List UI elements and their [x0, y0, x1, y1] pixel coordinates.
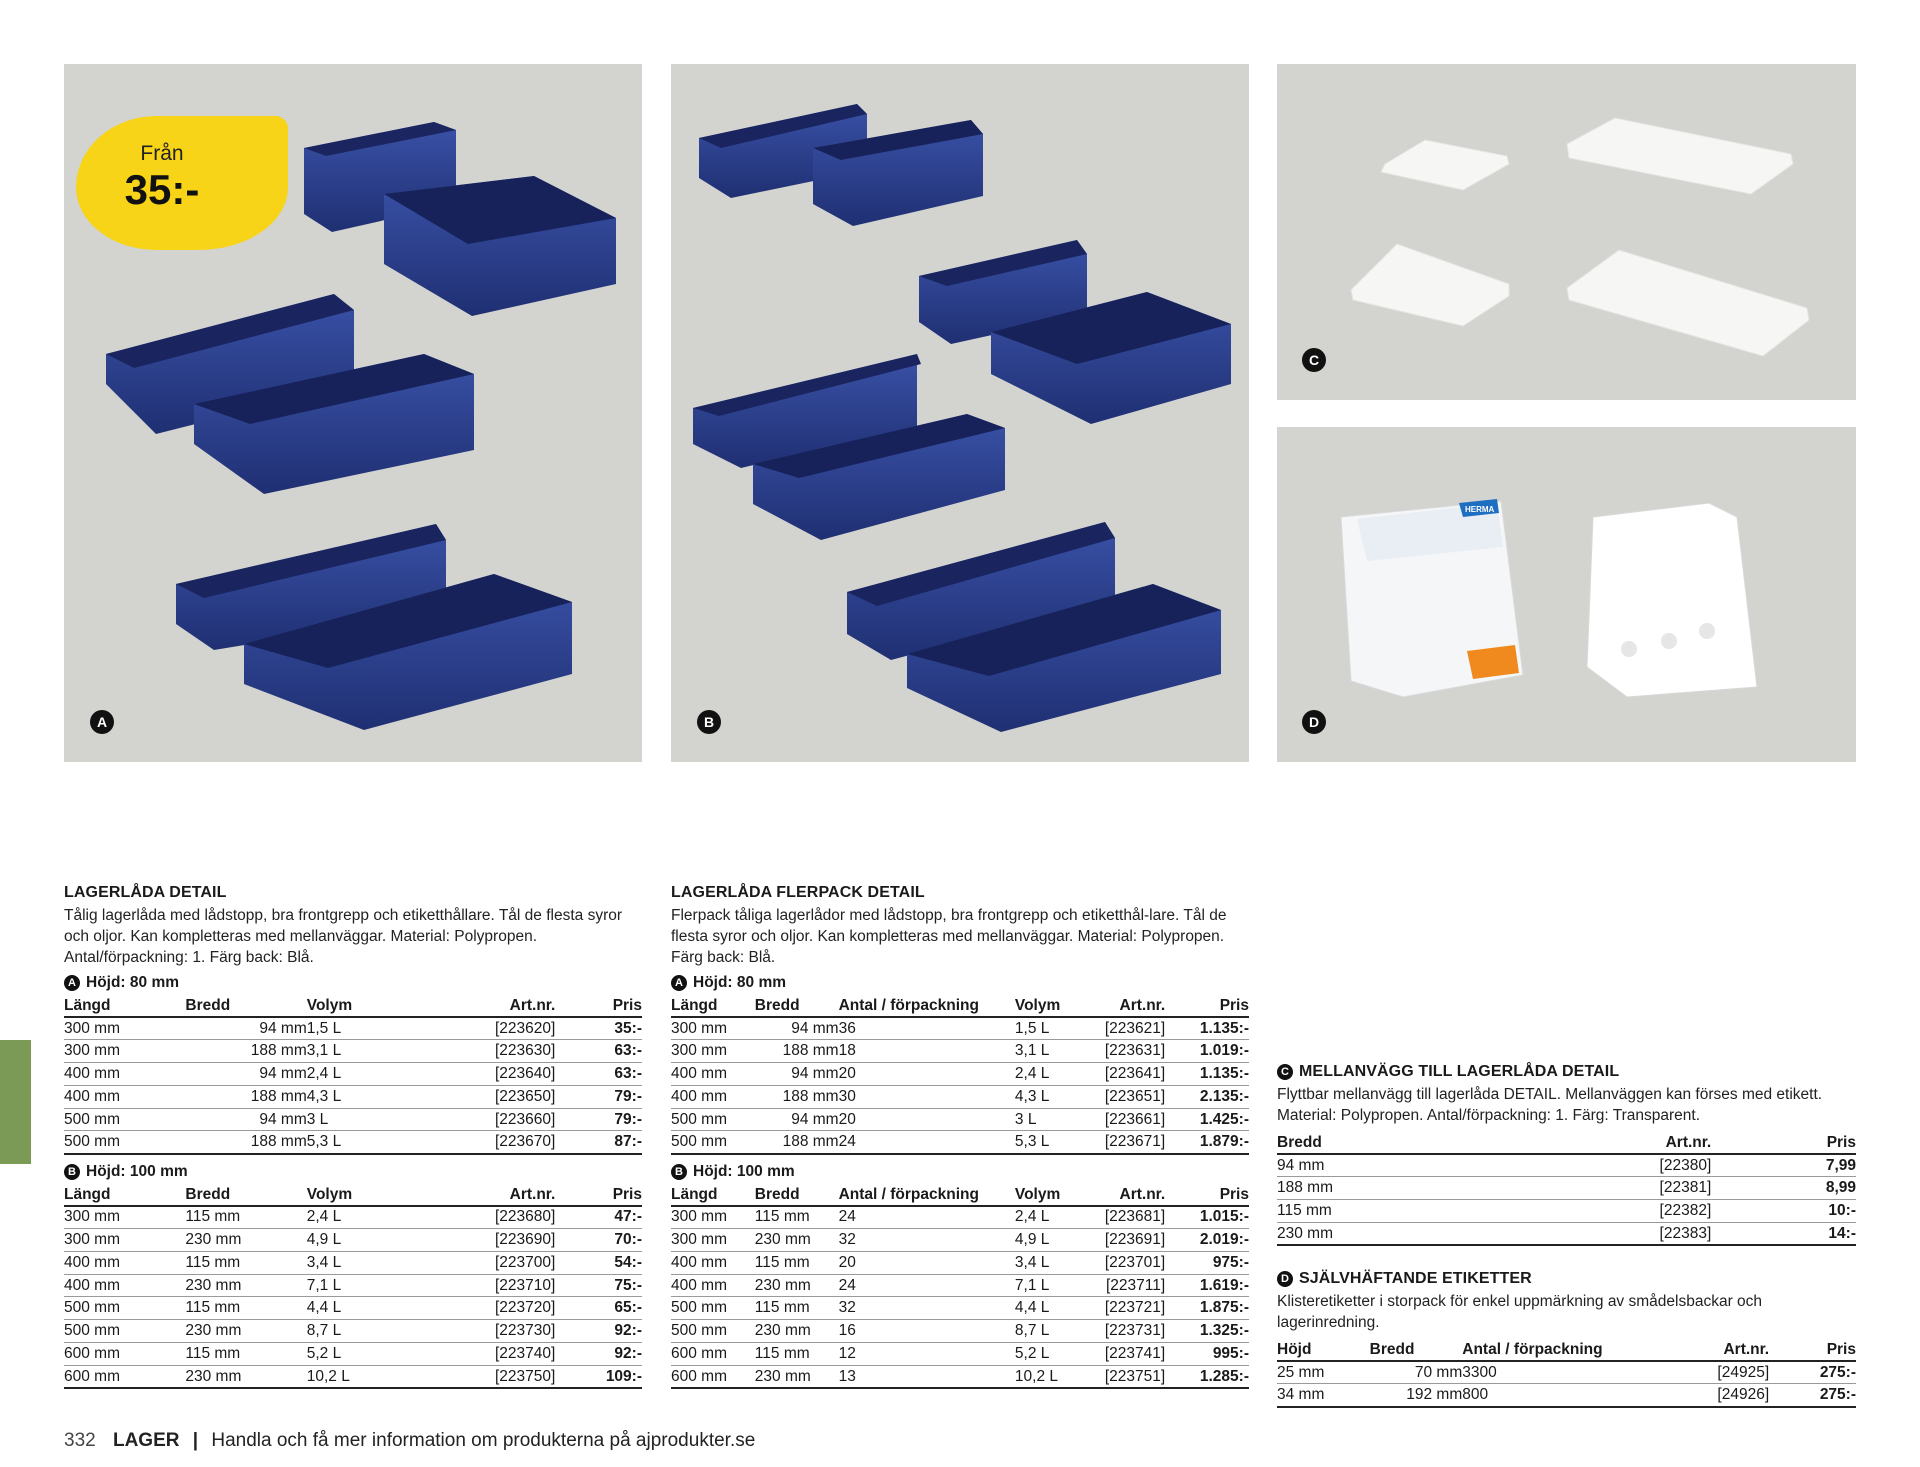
table-cell: 115 mm: [755, 1206, 839, 1229]
table-cell: 1.325:-: [1165, 1320, 1249, 1343]
table-cell: 94 mm: [755, 1017, 839, 1040]
table-header-row: Längd Bredd Antal / förpackning Volym Art.nr. Pris: [671, 995, 1249, 1017]
table-cell: 8,99: [1711, 1177, 1856, 1200]
table-cell: [223681]: [1084, 1206, 1165, 1229]
table-cell: 4,9 L: [1015, 1229, 1084, 1252]
table-cell: 500 mm: [64, 1131, 185, 1154]
table-cell: 115 mm: [185, 1297, 306, 1320]
table-cell: 975:-: [1165, 1251, 1249, 1274]
section-b-table-100: [671, 1184, 1249, 1389]
section-sjalvhaftande-etiketter: [1277, 1270, 1856, 1416]
price-badge-from: Från: [140, 142, 184, 165]
table-cell: 230 mm: [185, 1274, 306, 1297]
table-header-row: Höjd Bredd Antal / förpackning Art.nr. Pris: [1277, 1339, 1856, 1361]
blue-bins-illustration-b: [671, 64, 1249, 762]
table-cell: 25 mm: [1277, 1361, 1370, 1384]
table-cell: 1.285:-: [1165, 1365, 1249, 1388]
table-cell: 35:-: [555, 1017, 642, 1040]
section-lagerlada-flerpack: [671, 884, 1249, 1397]
table-cell: 8,7 L: [307, 1320, 428, 1343]
table-cell: 24: [839, 1131, 1015, 1154]
table-row: [64, 1320, 642, 1343]
section-d-title: SJÄLVHÄFTANDE ETIKETTER: [1299, 1270, 1532, 1287]
section-mellanvagg: [1277, 1063, 1856, 1254]
table-cell: 79:-: [555, 1085, 642, 1108]
table-cell: 12: [839, 1343, 1015, 1366]
table-cell: 10,2 L: [307, 1365, 428, 1388]
table-cell: 4,9 L: [307, 1229, 428, 1252]
table-cell: 5,2 L: [1015, 1343, 1084, 1366]
table-cell: 300 mm: [671, 1040, 755, 1063]
table-cell: 500 mm: [64, 1320, 185, 1343]
product-photo-c: [1277, 64, 1856, 400]
table-cell: 1.425:-: [1165, 1108, 1249, 1131]
table-cell: 115 mm: [185, 1206, 306, 1229]
table-cell: 94 mm: [755, 1063, 839, 1086]
table-cell: [22383]: [1422, 1222, 1712, 1245]
table-row: [64, 1131, 642, 1154]
table-cell: 24: [839, 1206, 1015, 1229]
table-cell: 1,5 L: [307, 1017, 428, 1040]
marker-a-icon: A: [671, 975, 687, 991]
table-cell: 995:-: [1165, 1343, 1249, 1366]
table-cell: 188 mm: [755, 1040, 839, 1063]
table-cell: 87:-: [555, 1131, 642, 1154]
page-number: 332: [64, 1430, 96, 1451]
table-cell: 400 mm: [671, 1251, 755, 1274]
table-cell: 115 mm: [755, 1343, 839, 1366]
table-cell: 3 L: [1015, 1108, 1084, 1131]
table-cell: 115 mm: [185, 1251, 306, 1274]
table-row: [671, 1297, 1249, 1320]
table-cell: 275:-: [1769, 1384, 1856, 1407]
footer-separator: |: [192, 1430, 199, 1451]
table-cell: 20: [839, 1063, 1015, 1086]
table-cell: [223631]: [1084, 1040, 1165, 1063]
table-cell: [223640]: [428, 1063, 555, 1086]
table-cell: 7,1 L: [1015, 1274, 1084, 1297]
section-b-table-80: [671, 995, 1249, 1155]
table-row: [64, 1063, 642, 1086]
table-cell: [223641]: [1084, 1063, 1165, 1086]
table-row: [1277, 1361, 1856, 1384]
table-cell: [24926]: [1659, 1384, 1769, 1407]
table-cell: 32: [839, 1229, 1015, 1252]
table-cell: 1.879:-: [1165, 1131, 1249, 1154]
table-row: [671, 1040, 1249, 1063]
table-cell: 192 mm: [1370, 1384, 1463, 1407]
table-row: [671, 1063, 1249, 1086]
table-cell: [223680]: [428, 1206, 555, 1229]
table-cell: 18: [839, 1040, 1015, 1063]
table-cell: 115 mm: [1277, 1200, 1422, 1223]
table-cell: [223740]: [428, 1343, 555, 1366]
section-a-height-80: A Höjd: 80 mm: [64, 974, 642, 992]
table-cell: 600 mm: [64, 1343, 185, 1366]
table-cell: 30: [839, 1085, 1015, 1108]
table-cell: 92:-: [555, 1343, 642, 1366]
section-b-description: Flerpack tåliga lagerlådor med lådstopp, bra frontgrepp och etiketthål-lare. Tål de flesta syror och oljor. Kan kompletteras med mellanväggar. Material: Polypropen. Färg back: Blå.: [671, 907, 1227, 966]
table-row: [671, 1017, 1249, 1040]
table-cell: 2.135:-: [1165, 1085, 1249, 1108]
table-row: [64, 1343, 642, 1366]
table-cell: 70 mm: [1370, 1361, 1463, 1384]
table-cell: 2,4 L: [307, 1206, 428, 1229]
table-cell: 300 mm: [64, 1017, 185, 1040]
table-cell: [223710]: [428, 1274, 555, 1297]
table-cell: 3,1 L: [307, 1040, 428, 1063]
table-row: [64, 1206, 642, 1229]
table-cell: 115 mm: [755, 1297, 839, 1320]
section-c-description: Flyttbar mellanvägg till lagerlåda DETAIL. Mellanväggen kan förses med etikett. Material: Polypropen. Antal/förpackning: 1. Färg: Transparent.: [1277, 1086, 1823, 1124]
table-cell: 4,4 L: [1015, 1297, 1084, 1320]
table-cell: 70:-: [555, 1229, 642, 1252]
table-cell: 1.135:-: [1165, 1017, 1249, 1040]
table-cell: 188 mm: [185, 1131, 306, 1154]
table-cell: [24925]: [1659, 1361, 1769, 1384]
marker-b-icon: B: [671, 1164, 687, 1180]
table-cell: 500 mm: [671, 1131, 755, 1154]
table-cell: 230 mm: [755, 1320, 839, 1343]
table-row: [64, 1365, 642, 1388]
table-cell: 20: [839, 1251, 1015, 1274]
table-cell: [22381]: [1422, 1177, 1712, 1200]
table-row: [1277, 1177, 1856, 1200]
label-badge-b: B: [697, 710, 721, 734]
table-cell: 24: [839, 1274, 1015, 1297]
table-cell: [223630]: [428, 1040, 555, 1063]
table-cell: 4,3 L: [307, 1085, 428, 1108]
table-cell: 300 mm: [64, 1229, 185, 1252]
table-cell: [223651]: [1084, 1085, 1165, 1108]
table-cell: [223720]: [428, 1297, 555, 1320]
label-badge-c: C: [1302, 348, 1326, 372]
table-cell: 32: [839, 1297, 1015, 1320]
table-header-row: Bredd Art.nr. Pris: [1277, 1132, 1856, 1154]
table-cell: 400 mm: [64, 1274, 185, 1297]
table-cell: 275:-: [1769, 1361, 1856, 1384]
marker-b-icon: B: [64, 1164, 80, 1180]
table-row: [64, 1040, 642, 1063]
section-b-height-80: A Höjd: 80 mm: [671, 974, 1249, 992]
label-badge-a: A: [90, 710, 114, 734]
marker-a-icon: A: [64, 975, 80, 991]
table-cell: 188 mm: [755, 1131, 839, 1154]
table-cell: 188 mm: [185, 1040, 306, 1063]
table-cell: 500 mm: [64, 1108, 185, 1131]
table-cell: [223661]: [1084, 1108, 1165, 1131]
section-d-description: Klisteretiketter i storpack för enkel uppmärkning av smådelsbackar och lagerinredning.: [1277, 1293, 1763, 1331]
section-a-title: LAGERLÅDA DETAIL: [64, 884, 227, 901]
table-cell: 400 mm: [64, 1063, 185, 1086]
table-cell: 13: [839, 1365, 1015, 1388]
section-a-height-100: B Höjd: 100 mm: [64, 1163, 642, 1181]
table-cell: 3,4 L: [307, 1251, 428, 1274]
marker-d-icon: D: [1277, 1271, 1293, 1287]
table-cell: 16: [839, 1320, 1015, 1343]
table-cell: 2,4 L: [1015, 1206, 1084, 1229]
table-cell: 109:-: [555, 1365, 642, 1388]
table-header-row: Längd Bredd Antal / förpackning Volym Art.nr. Pris: [671, 1184, 1249, 1206]
table-cell: 1.875:-: [1165, 1297, 1249, 1320]
section-b-height-100: B Höjd: 100 mm: [671, 1163, 1249, 1181]
table-cell: 230 mm: [755, 1229, 839, 1252]
table-cell: 500 mm: [671, 1320, 755, 1343]
table-cell: 3300: [1462, 1361, 1659, 1384]
table-cell: 4,3 L: [1015, 1085, 1084, 1108]
table-cell: [223731]: [1084, 1320, 1165, 1343]
table-cell: 1.619:-: [1165, 1274, 1249, 1297]
table-row: [64, 1085, 642, 1108]
table-row: [671, 1251, 1249, 1274]
table-cell: 94 mm: [1277, 1154, 1422, 1177]
table-cell: 5,2 L: [307, 1343, 428, 1366]
herma-brand-label: HERMA: [1465, 505, 1495, 514]
label-sheets-illustration: [1277, 427, 1856, 762]
label-badge-d: D: [1302, 710, 1326, 734]
table-cell: 94 mm: [185, 1017, 306, 1040]
section-a-description: Tålig lagerlåda med lådstopp, bra frontgrepp och etiketthållare. Tål de flesta syror och oljor. Kan kompletteras med mellanväggar. Material: Polypropen. Antal/förpackning: 1. Färg back: Blå.: [64, 907, 623, 966]
dividers-illustration: [1277, 64, 1856, 400]
product-photo-b: [671, 64, 1249, 762]
table-row: [671, 1365, 1249, 1388]
section-c-title: MELLANVÄGG TILL LAGERLÅDA DETAIL: [1299, 1063, 1620, 1080]
table-cell: 300 mm: [64, 1206, 185, 1229]
table-cell: 20: [839, 1108, 1015, 1131]
page-footer: [64, 1430, 755, 1452]
table-cell: 10:-: [1711, 1200, 1856, 1223]
table-cell: [22382]: [1422, 1200, 1712, 1223]
table-cell: [223721]: [1084, 1297, 1165, 1320]
table-row: [671, 1131, 1249, 1154]
table-cell: 400 mm: [671, 1085, 755, 1108]
table-row: [1277, 1384, 1856, 1407]
table-cell: 230 mm: [755, 1274, 839, 1297]
table-cell: 34 mm: [1277, 1384, 1370, 1407]
table-header-row: Längd Bredd Volym Art.nr. Pris: [64, 1184, 642, 1206]
table-cell: [223650]: [428, 1085, 555, 1108]
table-cell: 115 mm: [185, 1343, 306, 1366]
table-cell: 300 mm: [64, 1040, 185, 1063]
table-cell: 2.019:-: [1165, 1229, 1249, 1252]
product-photo-d: [1277, 427, 1856, 762]
section-b-title: LAGERLÅDA FLERPACK DETAIL: [671, 884, 925, 901]
price-badge-amount: 35:-: [124, 166, 200, 213]
table-cell: 500 mm: [64, 1297, 185, 1320]
table-cell: 300 mm: [671, 1017, 755, 1040]
table-cell: 400 mm: [671, 1063, 755, 1086]
table-cell: 115 mm: [755, 1251, 839, 1274]
section-color-tab: [0, 1040, 31, 1164]
table-row: [671, 1343, 1249, 1366]
table-cell: 36: [839, 1017, 1015, 1040]
section-a-table-100: [64, 1184, 642, 1389]
table-cell: [223690]: [428, 1229, 555, 1252]
table-cell: [223660]: [428, 1108, 555, 1131]
table-cell: 47:-: [555, 1206, 642, 1229]
table-row: [1277, 1222, 1856, 1245]
table-cell: 400 mm: [671, 1274, 755, 1297]
table-cell: 94 mm: [185, 1108, 306, 1131]
table-row: [64, 1297, 642, 1320]
table-cell: 79:-: [555, 1108, 642, 1131]
table-cell: 800: [1462, 1384, 1659, 1407]
table-cell: 7,1 L: [307, 1274, 428, 1297]
table-cell: 230 mm: [185, 1320, 306, 1343]
table-row: [671, 1274, 1249, 1297]
footer-link-text[interactable]: Handla och få mer information om produkterna på ajprodukter.se: [211, 1430, 756, 1451]
table-cell: [223741]: [1084, 1343, 1165, 1366]
table-row: [64, 1274, 642, 1297]
table-cell: [223620]: [428, 1017, 555, 1040]
table-cell: 400 mm: [64, 1251, 185, 1274]
table-row: [1277, 1200, 1856, 1223]
table-cell: [223750]: [428, 1365, 555, 1388]
table-row: [64, 1017, 642, 1040]
table-cell: 500 mm: [671, 1297, 755, 1320]
table-cell: 5,3 L: [307, 1131, 428, 1154]
table-cell: 188 mm: [755, 1085, 839, 1108]
table-cell: 63:-: [555, 1040, 642, 1063]
table-cell: 1.019:-: [1165, 1040, 1249, 1063]
table-cell: [223621]: [1084, 1017, 1165, 1040]
table-cell: 92:-: [555, 1320, 642, 1343]
table-cell: 10,2 L: [1015, 1365, 1084, 1388]
table-cell: [223711]: [1084, 1274, 1165, 1297]
table-cell: [22380]: [1422, 1154, 1712, 1177]
table-cell: 4,4 L: [307, 1297, 428, 1320]
table-cell: 94 mm: [185, 1063, 306, 1086]
table-cell: 600 mm: [64, 1365, 185, 1388]
footer-section-name: LAGER: [112, 1430, 180, 1451]
section-a-table-80: [64, 995, 642, 1155]
table-cell: 230 mm: [755, 1365, 839, 1388]
table-cell: 7,99: [1711, 1154, 1856, 1177]
table-row: [671, 1320, 1249, 1343]
table-cell: [223691]: [1084, 1229, 1165, 1252]
marker-c-icon: C: [1277, 1064, 1293, 1080]
table-cell: 94 mm: [755, 1108, 839, 1131]
table-cell: 3,1 L: [1015, 1040, 1084, 1063]
table-cell: 1,5 L: [1015, 1017, 1084, 1040]
table-cell: 300 mm: [671, 1206, 755, 1229]
table-cell: 230 mm: [185, 1229, 306, 1252]
table-cell: [223701]: [1084, 1251, 1165, 1274]
table-cell: 300 mm: [671, 1229, 755, 1252]
table-cell: 8,7 L: [1015, 1320, 1084, 1343]
table-cell: [223751]: [1084, 1365, 1165, 1388]
table-cell: 5,3 L: [1015, 1131, 1084, 1154]
table-cell: 54:-: [555, 1251, 642, 1274]
table-cell: 1.135:-: [1165, 1063, 1249, 1086]
table-cell: [223700]: [428, 1251, 555, 1274]
table-cell: 600 mm: [671, 1365, 755, 1388]
section-c-table: [1277, 1132, 1856, 1246]
table-cell: 65:-: [555, 1297, 642, 1320]
table-row: [64, 1108, 642, 1131]
table-cell: [223670]: [428, 1131, 555, 1154]
table-cell: 188 mm: [185, 1085, 306, 1108]
table-cell: 63:-: [555, 1063, 642, 1086]
table-cell: 600 mm: [671, 1343, 755, 1366]
table-cell: 1.015:-: [1165, 1206, 1249, 1229]
table-row: [1277, 1154, 1856, 1177]
table-cell: 14:-: [1711, 1222, 1856, 1245]
table-row: [671, 1206, 1249, 1229]
table-cell: 2,4 L: [307, 1063, 428, 1086]
table-cell: 2,4 L: [1015, 1063, 1084, 1086]
table-cell: 188 mm: [1277, 1177, 1422, 1200]
table-row: [64, 1229, 642, 1252]
table-cell: 230 mm: [185, 1365, 306, 1388]
table-cell: 400 mm: [64, 1085, 185, 1108]
table-row: [64, 1251, 642, 1274]
table-cell: 500 mm: [671, 1108, 755, 1131]
section-lagerlada-detail: [64, 884, 642, 1397]
table-cell: 230 mm: [1277, 1222, 1422, 1245]
table-row: [671, 1085, 1249, 1108]
table-row: [671, 1229, 1249, 1252]
table-cell: 3 L: [307, 1108, 428, 1131]
section-d-table: [1277, 1339, 1856, 1408]
price-badge: [76, 116, 288, 250]
table-row: [671, 1108, 1249, 1131]
table-cell: [223730]: [428, 1320, 555, 1343]
table-cell: 3,4 L: [1015, 1251, 1084, 1274]
table-cell: [223671]: [1084, 1131, 1165, 1154]
table-header-row: Längd Bredd Volym Art.nr. Pris: [64, 995, 642, 1017]
table-cell: 75:-: [555, 1274, 642, 1297]
